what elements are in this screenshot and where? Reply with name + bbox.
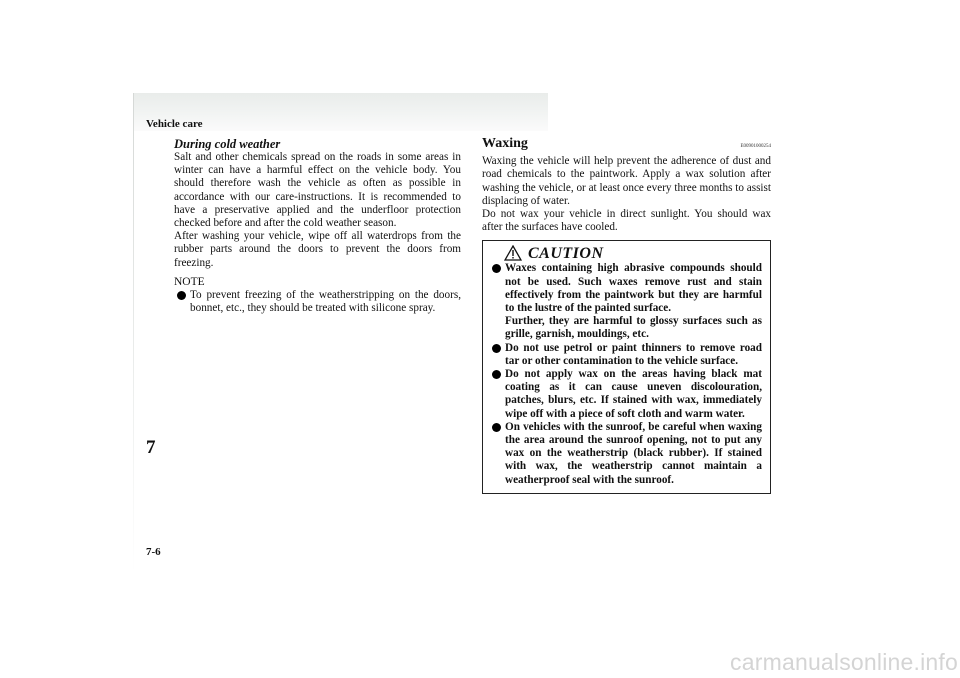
cold-weather-heading: During cold weather — [174, 137, 281, 151]
caution-item-text: Do not use petrol or paint thinners to remove road tar or other contamination to the vehicle surface. — [505, 341, 762, 367]
caution-item — [492, 262, 762, 341]
caution-item — [492, 421, 762, 487]
chapter-number: 7 — [146, 437, 156, 458]
caution-text — [505, 262, 762, 341]
margin-rule — [133, 93, 134, 573]
note-list — [174, 289, 461, 315]
caution-item-text: Do not apply wax on the areas having black mat coating as it can cause uneven discolouration, patches, blurs, etc. If stained with wax, immediately wipe off with a piece of soft cloth and warm water. — [505, 368, 762, 420]
note-label: NOTE — [174, 275, 205, 288]
paragraph: Do not wax your vehicle in direct sunlight. You should wax after the surfaces have cooled. — [482, 208, 771, 234]
note-item — [174, 289, 461, 315]
section-title: Vehicle care — [146, 118, 203, 130]
caution-item-text: On vehicles with the sunroof, be careful when waxing the area around the sunroof opening, not to put any wax on the weatherstrip (black rubber). If stained with wax, the weatherstrip cannot maintain a weatherproof seal with the sunroof. — [505, 420, 762, 486]
bullet-icon — [492, 370, 501, 379]
caution-item — [492, 342, 762, 368]
waxing-heading: Waxing — [482, 136, 528, 151]
waxing-heading-row — [482, 137, 771, 153]
note-text: To prevent freezing of the weatherstripping on the doors, bonnet, etc., they should be treated with silicone spray. — [190, 289, 461, 315]
caution-item — [492, 368, 762, 421]
paragraph: Salt and other chemicals spread on the roads in some areas in winter can have a harmful effect on the vehicle body. You should therefore wash the vehicle as often as possible in accordance with our care-instructions. It is recommended to have a preservative applied and the underfloor protection checked before and after the cold weather season. — [174, 151, 461, 230]
caution-box — [482, 240, 771, 493]
right-column — [482, 137, 771, 494]
paragraph: Waxing the vehicle will help prevent the adherence of dust and road chemicals to the paintwork. Apply a wax solution after washing the vehicle, or at least once every three months to assist displacing of water. — [482, 155, 771, 207]
caution-header — [504, 244, 762, 262]
watermark: carmanualsonline.info — [730, 649, 958, 675]
bullet-icon — [492, 423, 501, 432]
caution-item-extra: Further, they are harmful to glossy surfaces such as grille, garnish, mouldings, etc. — [505, 315, 762, 341]
reference-code: E00901000254 — [740, 144, 771, 149]
caution-list — [492, 262, 762, 486]
bullet-icon — [492, 344, 501, 353]
caution-title: CAUTION — [528, 244, 604, 262]
caution-item-text: Waxes containing high abrasive compounds should not be used. Such waxes remove rust and stain effectively from the paintwork but they are harmful to the lustre of the painted surface. — [505, 262, 762, 315]
paragraph: After washing your vehicle, wipe off all waterdrops from the rubber parts around the doors to prevent the doors from freezing. — [174, 230, 461, 269]
page-number: 7-6 — [146, 546, 161, 558]
warning-triangle-icon — [504, 245, 522, 261]
bullet-icon — [177, 291, 186, 300]
bullet-icon — [492, 264, 501, 273]
left-column — [174, 137, 461, 315]
